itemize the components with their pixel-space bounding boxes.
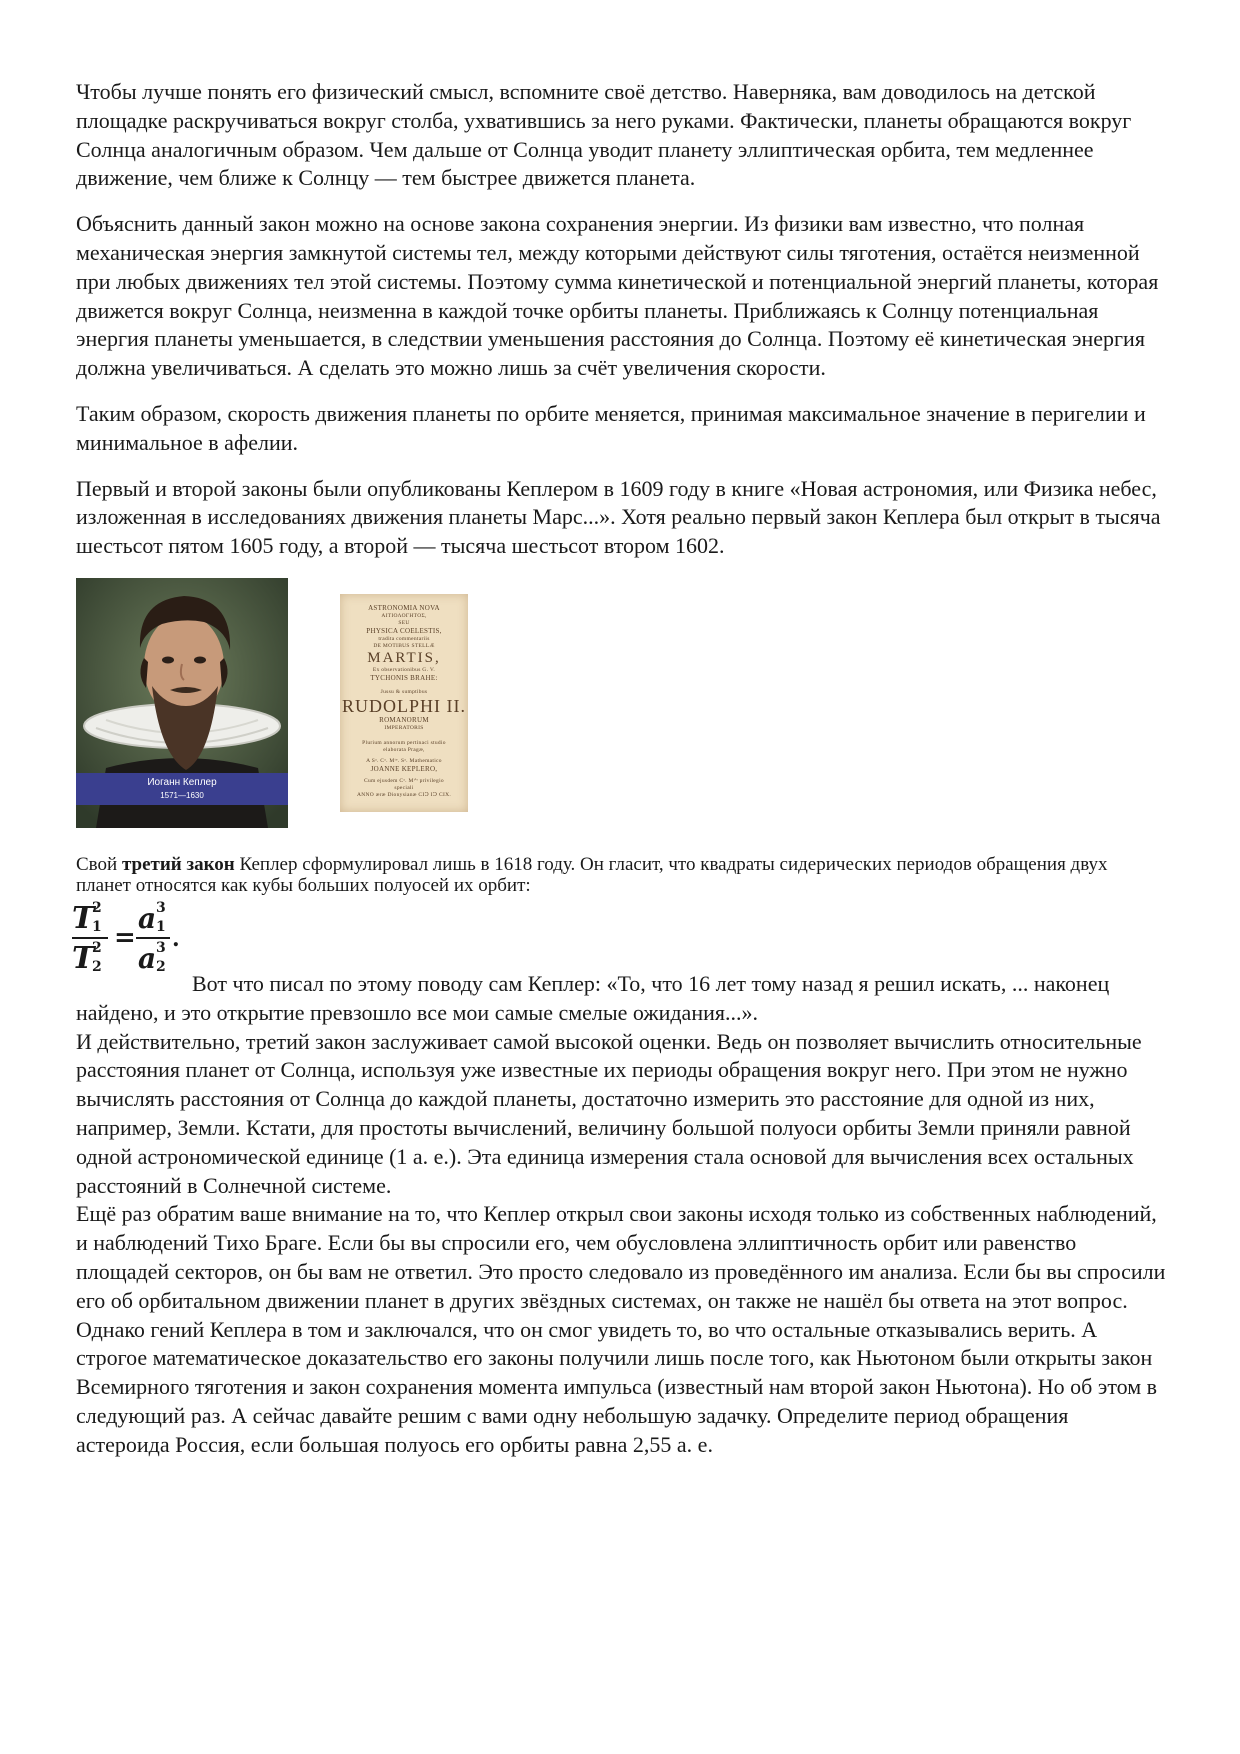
book-line: MARTIS,	[367, 649, 441, 666]
paragraph-third-law-value: И действительно, третий закон заслуживает самой высокой оценки. Ведь он позволяет вычислить относительные расстояния планет от Солнца, используя уже известные их периоды обращения вокруг него. При этом не нужно вычислять расстояния от Солнца до каждой планеты, достаточно измерить это расстояние для одной из них, например, Земли. Кстати, для простоты вычислений, величину большой полуоси орбиты Земли приняли равной одной астрономической единице (1 а. е.). Эта единица измерения стала основой для вычисления всех остальных расстояний в Солнечной системе.	[76, 1028, 1142, 1198]
third-law-formula	[70, 898, 188, 978]
book-line: elaborata Pragæ,	[383, 746, 425, 753]
kepler-quote-line	[72, 899, 1166, 1028]
third-law-intro	[76, 854, 1166, 896]
book-line: ASTRONOMIA NOVA	[368, 603, 440, 612]
book-line: IMPERATORIS	[384, 724, 424, 731]
paragraph-newton-task: Однако гений Кеплера в том и заключался, что он смог увидеть то, во что остальные отказывались верить. А строгое математическое доказательство его законы получили лишь после того, как Ньютоном были открыты закон Всемирного тяготения и закон сохранения момента импульса (известный нам второй закон Ньютона). Но об этом в следующий раз. А сейчас давайте решим с вами одну небольшую задачку. Определите период обращения астероида Россия, если большая полуось его орбиты равна 2,55 а. е.	[76, 1316, 1158, 1457]
formula-sup-left-top: 2	[92, 899, 102, 916]
book-line: ANNO æræ Dionysianæ CIↃ IↃ CIX.	[356, 791, 452, 798]
book-line: PHYSICA COELESTIS,	[366, 626, 442, 635]
book-line: RUDOLPHI II.	[342, 695, 466, 716]
formula-sup-right-bottom: 3	[156, 939, 166, 956]
formula-sub2-right: 2	[156, 958, 166, 975]
portrait-name: Иоганн Кеплер	[147, 776, 217, 788]
paragraph-energy-conservation: Объяснить данный закон можно на основе закона сохранения энергии. Из физики вам известно, что полная механическая энергия замкнутой системы тел, между которыми действуют силы тяготения, остаётся неизменной при любых движениях тел этой системы. Поэтому сумма кинетической и потенциальной энергий планеты, которая движется вокруг Солнца, неизменна в каждой точке орбиты планеты. Приближаясь к Солнцу потенциальная энергия планеты уменьшается, в следствии уменьшения расстояния до Солнца. Поэтому её кинетическая энергия должна увеличиваться. А сделать это можно лишь за счёт увеличения скорости.	[76, 211, 1159, 381]
formula-sup-right-top: 3	[156, 899, 166, 916]
paragraph-speed-analogy: Чтобы лучше понять его физический смысл, вспомните своё детство. Наверняка, вам доводилось на детской площадке раскручиваться вокруг столба, ухватившись за него руками. Фактически, планеты обращаются вокруг Солнца аналогичным образом. Чем дальше от Солнца уводит планету эллиптическая орбита, тем медленнее движение, чем ближе к Солнцу — тем быстрее движется планета.	[76, 79, 1132, 191]
formula-period: .	[172, 925, 180, 952]
formula-sub2-left: 2	[92, 958, 102, 975]
book-line: TYCHONIS BRAHE:	[370, 673, 438, 682]
book-line: tradita commentariis	[378, 635, 430, 642]
book-line: Plurium annorum pertinaci studio	[362, 739, 446, 746]
third-law-intro-suffix: Кеплер сформулировал лишь в 1618 году. Он гласит, что квадраты сидерических периодов обращения двух планет относятся как кубы больших полуосей их орбит:	[76, 853, 1108, 896]
kepler-portrait-image	[76, 578, 288, 828]
book-line: Ex observationibus G. V.	[372, 666, 436, 673]
formula-t1: T	[72, 900, 95, 936]
book-line: DE MOTIBUS STELLÆ	[373, 642, 435, 649]
portrait-caption	[76, 773, 288, 805]
document-page	[72, 78, 1166, 1460]
paragraph-perihelion-aphelion: Таким образом, скорость движения планеты по орбите меняется, принимая максимальное значение в перигелии и минимальное в афелии.	[76, 400, 1146, 455]
formula-spacer	[76, 896, 1166, 970]
formula-sup-left-bottom: 2	[92, 939, 102, 956]
third-law-intro-prefix: Свой	[76, 853, 122, 875]
book-line: A Sᵃ. Cᵃ. Mᵗᵉ. Sᵃ. Mathematico	[366, 757, 442, 764]
paragraph-observations: Ещё раз обратим ваше внимание на то, что Кеплер открыл свои законы исходя только из собственных наблюдений, и наблюдений Тихо Браге. Если бы вы спросили его, чем обусловлена эллиптичность орбит или равенство площадей секторов, он бы вам не ответил. Это просто следовало из проведённого им анализа. Если бы вы спросили его об орбитальном движении планет в других звёздных системах, он также не нашёл бы ответа на этот вопрос.	[76, 1201, 1166, 1313]
portrait-years: 1571—1630	[160, 790, 204, 800]
book-line: speciali	[394, 784, 414, 791]
formula-equals: =	[114, 922, 136, 953]
formula-t2: T	[72, 940, 95, 976]
third-law-term: третий закон	[121, 853, 235, 875]
astronomia-nova-title-page-image	[340, 594, 468, 812]
book-line: ΑΙΤΙΟΛΟΓΗΤΟΣ,	[381, 612, 427, 619]
formula-sub1-left: 1	[92, 918, 102, 935]
formula-a1: a	[138, 901, 157, 935]
paragraph-publication: Первый и второй законы были опубликованы Кеплером в 1609 году в книге «Новая астрономия, или Физика небес, изложенная в исследованиях движения планеты Марс...». Хотя реально первый закон Кеплера был открыт в тысяча шестьсот пятом 1605 году, а второй — тысяча шестьсот втором 1602.	[76, 475, 1161, 559]
formula-sub1-right: 1	[156, 918, 166, 935]
book-line: Jussu & sumptibus	[380, 688, 428, 695]
book-line: SEU	[398, 619, 410, 626]
book-line: Cum ejusdem Cᵃ. Mᵗⁱˢ privilegio	[364, 777, 444, 784]
formula-a2: a	[138, 941, 157, 975]
book-line: ROMANORUM	[379, 715, 429, 724]
kepler-quote-text: Вот что писал по этому поводу сам Кеплер: «То, что 16 лет тому назад я решил искать, ... наконец найдено, и это открытие превзошло все мои самые смелые ожидания...».	[76, 970, 1110, 1025]
illustrations-row	[76, 578, 1166, 828]
book-line: JOANNE KEPLERO,	[370, 764, 438, 773]
